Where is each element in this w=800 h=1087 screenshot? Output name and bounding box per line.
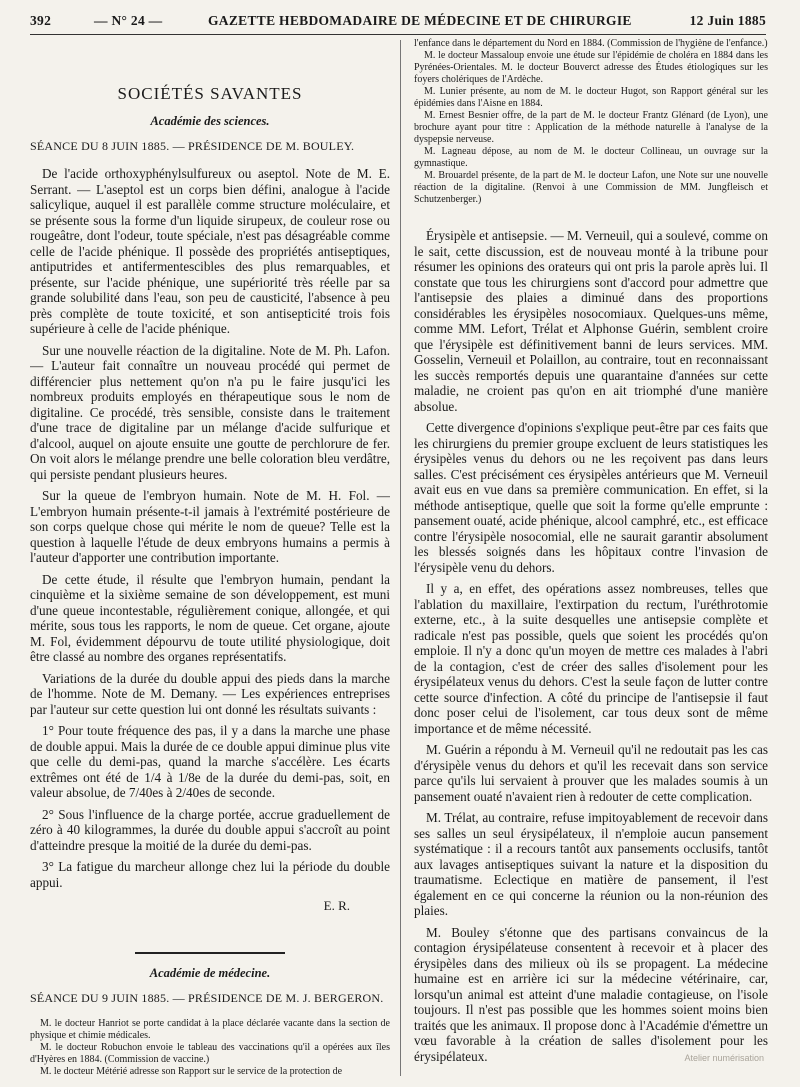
correspondence-item: M. le docteur Hanriot se porte candidat à la place déclarée vacante dans la section de physique et chimie médicales. xyxy=(30,1018,390,1041)
article-trelat: M. Trélat, au contraire, refuse impitoyablement de recevoir dans ses salles un seul érysipélateux, il n'emploie aucun pansement systématique : il a recours tantôt aux pansements occlusifs, tantôt aux lavages antiseptiques suivant la nature et la disposition du traumatisme. Eclectique en matière de pansement, il l'est également en ce qui concerne la réunion ou la non-réunion des plaies. xyxy=(414,810,768,918)
article-divergence: Cette divergence d'opinions s'explique peut-être par ces faits que les chirurgiens du premier groupe excluent de leurs statistiques les érysipèles venus du dehors ou ne les reçoivent pas dans leurs salles. C'est précisément ces érysipèles antérieurs que M. Verneuil avait eus en vue dans sa première communication. En effet, si la méthode antiseptique, quelle que soit la forme qu'elle emprunte : pansement ouaté, acide phénique, alcool camphré, etc., est efficace contre l'érysipèle nosocomial, elle ne saurait garantir absolument les blessés soignés dans les hôpitaux contre l'invasion de l'érysipèle venu du dehors. xyxy=(414,420,768,575)
left-column xyxy=(30,38,390,1078)
digitization-stamp: Atelier numérisation xyxy=(684,1053,764,1063)
page-number: 392 xyxy=(30,13,52,28)
article-digitaline: Sur une nouvelle réaction de la digitaline. Note de M. Ph. Lafon. — L'auteur fait connaître un nouveau procédé qui permet de différencier plus nettement qu'on n'a pu le faire jusqu'ici les nombreux produits employés en thérapeutique sous le nom de digitaline. Ce procédé, très sensible, consiste dans le traitement d'une trace de digitaline par un mélange d'acide sulfurique et d'alcool, auquel on ajoute ensuite une goutte de perchlorure de fer. On voit alors le mélange prendre une belle coloration bleu verdâtre, qui persiste pendant plusieurs heures. xyxy=(30,342,390,482)
article-embryon: Sur la queue de l'embryon humain. Note de M. H. Fol. — L'embryon humain présente-t-il jamais à l'extrémité postérieure de son corps quelque chose qui mérite le nom de queue? Telle est la question à laquelle l'étude de deux embryons humains a permis à l'auteur d'apporter une contribution importante. xyxy=(30,488,390,565)
section-rule xyxy=(135,952,285,954)
page-header xyxy=(30,10,766,35)
seance-heading-1: SÉANCE DU 8 JUIN 1885. — PRÉSIDENCE DE M. BOULEY. xyxy=(30,139,355,153)
correspondence-item: M. le docteur Massaloup envoie une étude sur l'épidémie de choléra en 1884 dans les Pyrénées-Orientales. M. le docteur Bouverct adresse des Études étiologiques sur les foyers cholériques de l'Ardèche. xyxy=(414,50,768,85)
journal-title: GAZETTE HEBDOMADAIRE DE MÉDECINE ET DE CHIRURGIE xyxy=(208,13,632,28)
correspondence-item: M. le docteur Robuchon envoie le tableau des vaccinations qu'il a opérées aux îles d'Hyères en 1884. (Commission de vaccine.) xyxy=(30,1042,390,1065)
correspondence-list xyxy=(414,38,768,206)
result-3: 3° La fatigue du marcheur allonge chez lui la période du double appui. xyxy=(30,859,390,890)
article-bouley: M. Bouley s'étonne que des partisans convaincus de la contagion érysipélateuse consentent à recevoir et à placer des érysipèles dans des milieux où ils se propagent. La médecine humaine est en arrière ici sur la médecine vétérinaire, car, lorsqu'un animal est atteint d'une maladie contagieuse, on l'isole toujours. Il n'est pas possible que les hommes soient moins bien traités que les animaux. Il propose donc à l'Académie d'émettre un vœu favorable à la création de salles d'isolement pour les érysipélateux. xyxy=(414,924,768,1064)
correspondence-item: M. Lunier présente, au nom de M. le docteur Hugot, son Rapport général sur les épidémies dans l'Aisne en 1884. xyxy=(414,86,768,109)
article-aseptol: De l'acide orthoxyphénylsulfureux ou aseptol. Note de M. E. Serrant. — L'aseptol est un corps bien défini, analogue à l'acide salicylique, auquel il est parallèle comme structure moléculaire, et se présente sous la forme d'un liquide sirupeux, de couleur rose ou rougeâtre, dont l'odeur, toute spéciale, n'est pas désagréable comme celle de l'acide phénique. Il possède des propriétés antiseptiques, antiputrides et antifermentescibles des plus remarquables, et présente, sur l'acide phénique, une supériorité très réelle par sa grande solubilité dans l'eau, son peu de causticité, l'absence à peu près complète de toute toxicité, et son antisepticité trois fois supérieure à celle de l'acide phénique. xyxy=(30,166,390,336)
article-double-appui: Variations de la durée du double appui des pieds dans la marche de l'homme. Note de M. Demany. — Les expériences entreprises par l'auteur sur cette question lui ont donné les résultats suivants : xyxy=(30,670,390,717)
correspondence-item: M. Ernest Besnier offre, de la part de M. le docteur Frantz Glénard (de Lyon), une brochure ayant pour titre : Application de la méthode naturelle à l'analyse de la dyspepsie nerveuse. xyxy=(414,110,768,145)
article-erysipele: Érysipèle et antisepsie. — M. Verneuil, qui a soulevé, comme on le sait, cette discussion, est de nouveau monté à la tribune pour résumer les opinions des orateurs qui ont pris la parole après lui. Il constate que tous les chirurgiens sont d'accord pour admettre que l'antisepsie des plaies a diminué dans des proportions considérables les érysipèles nosocomiaux. Quelques-uns même, comme MM. Lefort, Trélat et Alphonse Guérin, semblent croire que l'érysipèle est définitivement banni de leurs services. MM. Gosselin, Verneuil et Polaillon, au contraire, tout en reconnaissant les succès remportés depuis une quarantaine d'années sur cette maladie, ne croient pas qu'on en ait triomphé d'une manière absolue. xyxy=(414,228,768,414)
result-2: 2° Sous l'influence de la charge portée, accrue graduellement de zéro à 40 kilogrammes, la durée du double appui s'accroît au point d'atteindre presque la moitié de la durée du demi-pas. xyxy=(30,806,390,853)
seance-heading-2: SÉANCE DU 9 JUIN 1885. — PRÉSIDENCE DE M. J. BERGERON. xyxy=(30,991,384,1005)
right-column xyxy=(414,38,768,1078)
signature: E. R. xyxy=(323,898,350,913)
result-1: 1° Pour toute fréquence des pas, il y a dans la marche une phase de double appui. Mais la durée de ce double appui diminue plus vite que celle du demi-pas, quand la marche s'accélère. Les écarts extrêmes ont été de 1/4 à 1/8e de la durée du demi-pas, soit, en valeur absolue, de 7/40es à 2/40es de seconde. xyxy=(30,723,390,800)
article-guerin: M. Guérin a répondu à M. Verneuil qu'il ne redoutait pas les cas d'érysipèle venus du dehors et qu'il les recevait dans son service parce qu'ils lui servaient à prouver que les malades soumis à un pansement ouaté n'avaient rien à redouter de cette complication. xyxy=(414,742,768,804)
correspondence-item: l'enfance dans le département du Nord en 1884. (Commission de l'hygiène de l'enfance.) xyxy=(414,38,768,49)
academy-sciences-heading: Académie des sciences. xyxy=(150,114,270,128)
article-operations: Il y a, en effet, des opérations assez nombreuses, telles que l'ablation du maxillaire, l'extirpation du rectum, l'uréthrotomie externe, etc., à la suite desquelles une antisepsie complète et radicale n'est pas possible, quels que soient les procédés qu'on emploie. Il n'y a donc qu'un moyen de mettre ces malades à l'abri de la contagion, c'est de créer des salles d'isolement pour les érysipélateux venus du dehors. C'est la seule façon de lutter contre cette source d'infection. A côté du principe de l'antisepsie il faut donc poser celui de l'isolement, car tous deux sont de même importance et de même nécessité. xyxy=(414,581,768,736)
section-title: SOCIÉTÉS SAVANTES xyxy=(117,84,303,103)
correspondence-item: M. Brouardel présente, de la part de M. le docteur Lafon, une Note sur une nouvelle réaction de la digitaline. (Renvoi à une Commission de MM. Jungfleisch et Schutzenberger.) xyxy=(414,170,768,205)
column-divider xyxy=(400,40,401,1076)
issue-date: 12 Juin 1885 xyxy=(689,13,766,28)
academy-medecine-heading: Académie de médecine. xyxy=(149,966,271,980)
issue-number: — N° 24 — xyxy=(94,13,163,28)
article-embryon-cont: De cette étude, il résulte que l'embryon humain, pendant la cinquième et la sixième semaine de son développement, est muni d'une queue incontestable, régulièrement conique, allongée, et qui mérite, sous tous les rapports, le nom de queue. Cet organe, ajoute M. Fol, évidemment dépourvu de toute utilité physiologique, doit être classé au nombre des organes représentatifs. xyxy=(30,571,390,664)
correspondence-item: M. Lagneau dépose, au nom de M. le docteur Collineau, un ouvrage sur la gymnastique. xyxy=(414,146,768,169)
correspondence-item: M. le docteur Métérié adresse son Rapport sur le service de la protection de xyxy=(40,1066,343,1077)
